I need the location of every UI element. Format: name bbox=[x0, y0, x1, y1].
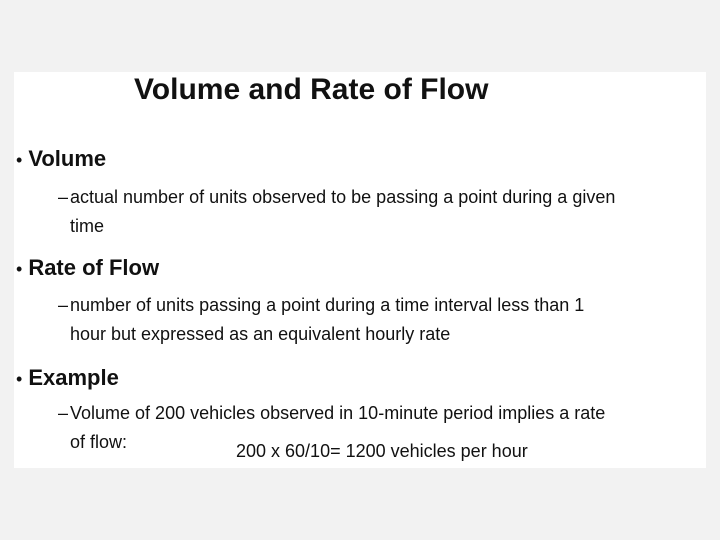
calculation-text: 200 x 60/10= 1200 vehicles per hour bbox=[236, 441, 528, 461]
bullet-heading: Volume bbox=[28, 146, 107, 171]
bullet-icon: • bbox=[16, 369, 23, 389]
bullet-heading: Rate of Flow bbox=[28, 255, 160, 280]
bullet-volume bbox=[16, 146, 106, 173]
sub-bullet-line: of flow: bbox=[70, 432, 128, 452]
dash-icon: – bbox=[58, 403, 69, 423]
slide-title: Volume and Rate of Flow bbox=[134, 73, 489, 106]
bullet-example bbox=[16, 365, 119, 392]
sub-bullet-volume bbox=[58, 183, 704, 241]
dash-icon: – bbox=[58, 295, 69, 315]
bullet-icon: • bbox=[16, 259, 23, 279]
sub-bullet-line: Volume of 200 vehicles observed in 10-minute period implies a rate bbox=[70, 403, 606, 423]
bullet-icon: • bbox=[16, 150, 23, 170]
sub-bullet-rate-of-flow bbox=[58, 291, 704, 349]
dash-icon: – bbox=[58, 187, 69, 207]
sub-bullet-line: actual number of units observed to be passing a point during a given bbox=[70, 187, 616, 207]
sub-bullet-line: hour but expressed as an equivalent hourly rate bbox=[70, 324, 451, 344]
bullet-heading: Example bbox=[28, 365, 119, 390]
sub-bullet-line: time bbox=[70, 216, 105, 236]
sub-bullet-line: number of units passing a point during a time interval less than 1 bbox=[70, 295, 585, 315]
slide bbox=[14, 72, 706, 468]
bullet-rate-of-flow bbox=[16, 255, 159, 282]
